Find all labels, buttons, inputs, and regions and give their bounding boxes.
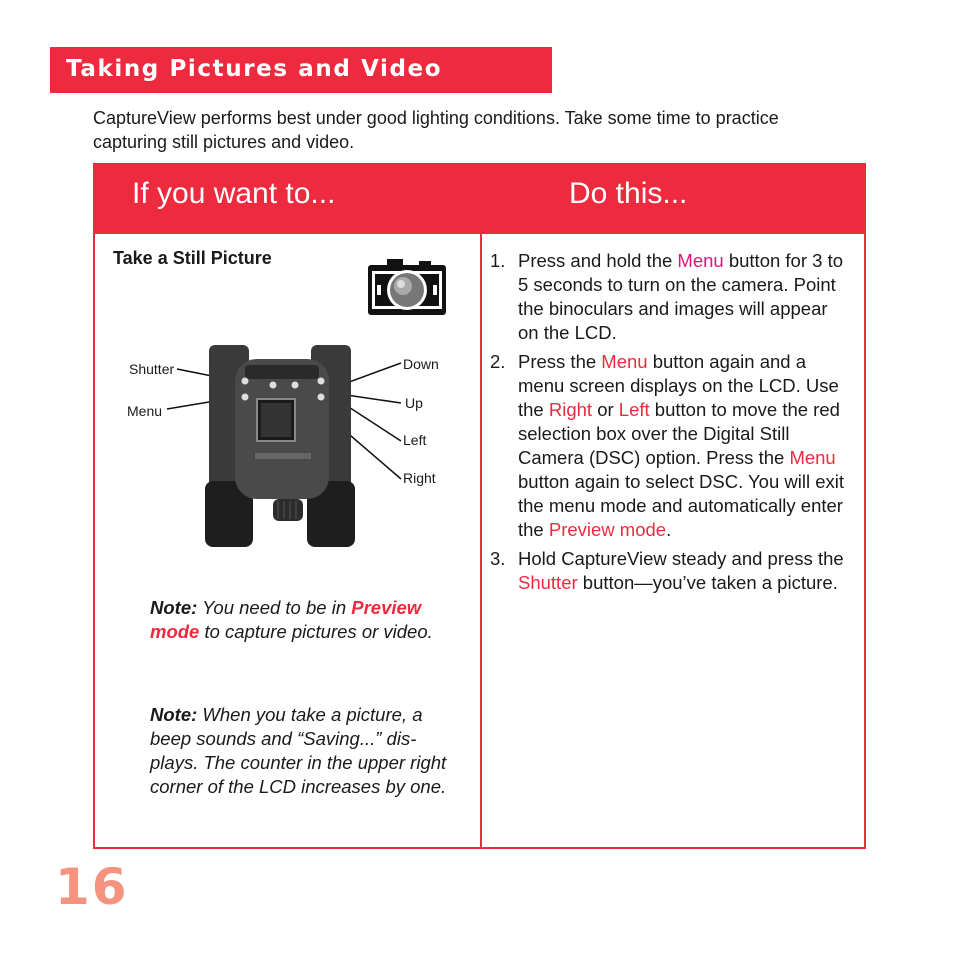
callout-left: Left xyxy=(403,432,427,448)
note1-before: You need to be in xyxy=(197,597,352,618)
column-divider xyxy=(480,165,482,849)
step-1-text-b: button for 3 to 5 seconds to turn on the camera. Point the binoculars and images will appear on the LCD. xyxy=(518,250,844,343)
note2-text: When you take a picture, a beep sounds and “Saving...” dis-plays. The counter in the upper right corner of the LCD increases by one. xyxy=(150,704,447,797)
step-1-menu: Menu xyxy=(677,250,724,271)
intro-paragraph: CaptureView performs best under good lighting conditions. Take some time to practice capturing still pictures and video. xyxy=(93,108,779,152)
section-banner xyxy=(50,47,552,93)
step-2-text-c: or xyxy=(592,399,619,420)
callout-down: Down xyxy=(403,356,439,372)
step-2-preview-mode: Preview mode xyxy=(548,519,667,540)
callout-menu: Menu xyxy=(127,403,163,419)
step-3-text-a: Hold CaptureView steady and press the xyxy=(518,548,844,569)
step-1-number: 1. xyxy=(490,250,506,271)
note-beep xyxy=(150,703,455,799)
step-2-menu: Menu xyxy=(601,351,648,372)
left-column-header xyxy=(95,165,480,234)
step-3-shutter: Shutter xyxy=(518,572,578,593)
steps-list xyxy=(490,249,850,600)
still-picture-title: Take a Still Picture xyxy=(113,248,272,268)
camera-icon xyxy=(367,259,447,317)
step-2-menu-again: Menu xyxy=(789,447,836,468)
callout-right: Right xyxy=(403,470,436,486)
step-2-text-e: button again to select DSC. You will exit the menu mode and automatically enter the xyxy=(518,471,844,540)
step-2-right: Right xyxy=(548,399,593,420)
callout-up: Up xyxy=(405,395,423,411)
step-2-number: 2. xyxy=(490,351,506,372)
step-2 xyxy=(490,350,850,542)
step-2-text-d: button to move the red selection box over the Digital Still Camera (DSC) option. Press the xyxy=(518,399,840,468)
note1-after: to capture pictures or video. xyxy=(199,621,433,642)
note1-label: Note: xyxy=(150,597,198,618)
step-3-number: 3. xyxy=(490,548,506,569)
section-title: Taking Pictures and Video xyxy=(66,56,443,82)
note1-highlight: Preview mode xyxy=(150,597,422,642)
instruction-table xyxy=(93,163,866,849)
step-1-text-a: Press and hold the xyxy=(518,250,678,271)
step-2-text-f: . xyxy=(666,519,672,540)
right-column-header xyxy=(482,165,866,234)
step-2-text-b: button again and a menu screen displays on the LCD. Use the xyxy=(518,351,839,420)
binocular-camera-illustration xyxy=(125,341,405,551)
step-3 xyxy=(490,547,850,595)
note-preview-mode xyxy=(150,596,455,644)
left-header-text: If you want to... xyxy=(132,177,336,210)
page-number: 16 xyxy=(55,858,129,916)
step-3-text-b: button—you’ve taken a picture. xyxy=(577,572,838,593)
right-header-text: Do this... xyxy=(569,177,688,210)
step-1 xyxy=(490,249,850,345)
callout-shutter: Shutter xyxy=(129,361,175,377)
step-2-left: Left xyxy=(618,399,650,420)
note2-label: Note: xyxy=(150,704,198,725)
step-2-text-a: Press the xyxy=(518,351,602,372)
